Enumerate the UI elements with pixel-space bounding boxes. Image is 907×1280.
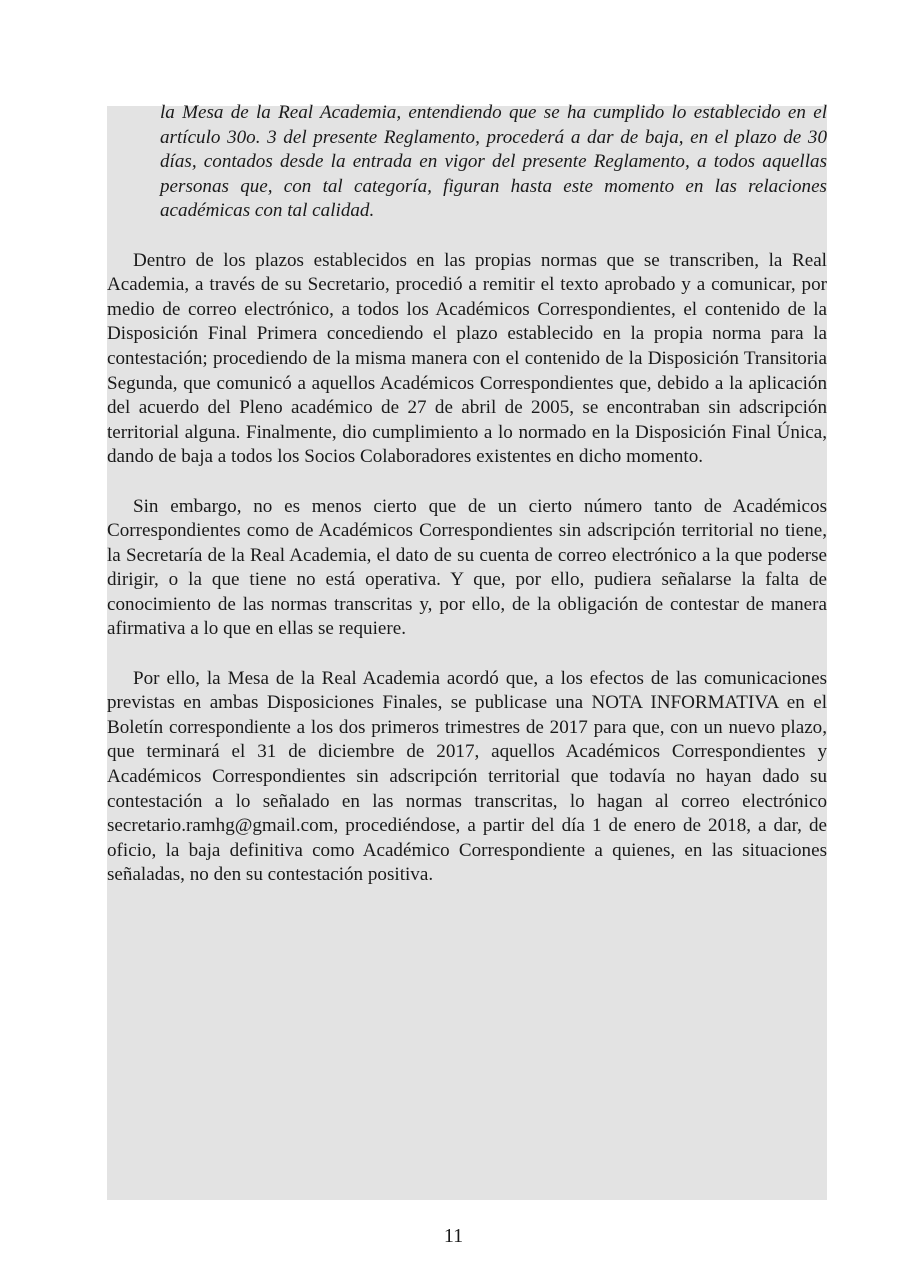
body-paragraph-1: Dentro de los plazos establecidos en las propias normas que se transcriben, la Real Academia, a través de su Secretario, procedió a remitir el texto aprobado y a comunicar, por medio de correo electrónico, a todos los Académicos Correspondientes, el contenido de la Disposición Final Primera concediendo el plazo establecido en la propia norma para la contestación; procediendo de la misma manera con el contenido de la Disposición Transitoria Segunda, que comunicó a aquellos Académicos Correspondientes que, debido a la aplicación del acuerdo del Pleno académico de 27 de abril de 2005, se encontraban sin adscripción territorial alguna. Finalmente, dio cumplimiento a lo normado en la Disposición Final Única, dando de baja a todos los Socios Colaboradores existentes en dicho momento. bbox=[107, 249, 827, 468]
page-number: 11 bbox=[443, 1225, 464, 1247]
body-paragraph-3: Por ello, la Mesa de la Real Academia acordó que, a los efectos de las comunicaciones previstas en ambas Disposiciones Finales, se publicase una NOTA INFORMATIVA en el Boletín correspondiente a los dos primeros trimestres de 2017 para que, con un nuevo plazo, que terminará el 31 de diciembre de 2017, aquellos Académicos Correspondientes y Académicos Correspondientes sin adscripción territorial que todavía no hayan dado su contestación a lo señalado en las normas transcritas, lo hagan al correo electrónico secretario.ramhg@gmail.com, procediéndose, a partir del día 1 de enero de 2018, a dar, de oficio, la baja definitiva como Académico Correspondiente a quienes, en las situaciones señaladas, no den su contestación positiva. bbox=[107, 667, 827, 886]
italic-quote-paragraph: la Mesa de la Real Academia, entendiendo que se ha cumplido lo establecido en el artículo 30o. 3 del presente Reglamento, procederá a dar de baja, en el plazo de 30 días, contados desde la entrada en vigor del presente Reglamento, a todos aquellas personas que, con tal categoría, figuran hasta este momento en las relaciones académicas con tal calidad. bbox=[160, 102, 827, 222]
body-paragraph-2: Sin embargo, no es menos cierto que de un cierto número tanto de Académicos Correspondientes como de Académicos Correspondientes sin adscripción territorial no tiene, la Secretaría de la Real Academia, el dato de su cuenta de correo electrónico a la que poderse dirigir, o la que tiene no está operativa. Y que, por ello, pudiera señalarse la falta de conocimiento de las normas transcritas y, por ello, de la obligación de contestar de manera afirmativa a lo que en ellas se requiere. bbox=[107, 495, 827, 640]
document-body bbox=[107, 101, 827, 913]
